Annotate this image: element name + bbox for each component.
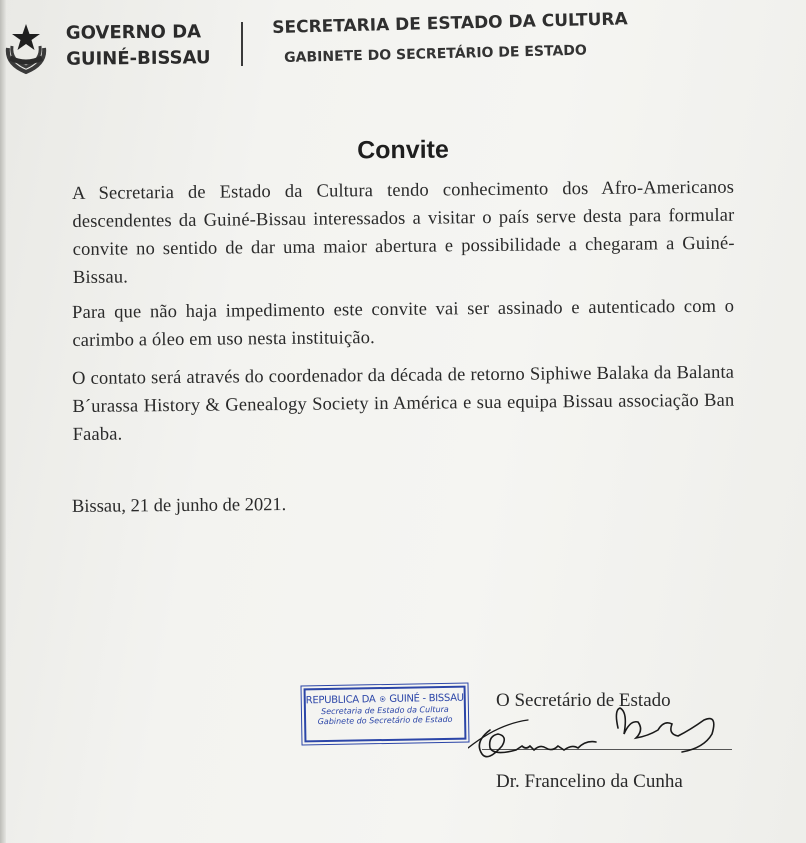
handwritten-signature (468, 690, 748, 780)
page-edge-shadow (0, 0, 6, 843)
national-emblem-icon (4, 18, 50, 76)
letter-title: Convite (357, 135, 449, 165)
secretaria-heading: SECRETARIA DE ESTADO DA CULTURA (272, 9, 628, 38)
stamp-line-2: Gabinete do Secretário de Estado (317, 714, 453, 727)
stamp-left-text: REPUBLICA DA (305, 693, 376, 706)
header-divider (241, 22, 243, 66)
signer-role: O Secretário de Estado (496, 690, 671, 711)
government-name (66, 19, 211, 73)
paragraph-2: Para que não haja impedimento este convite vai ser assinado e autenticado com o carimbo a óleo em uso nesta instituição. (72, 296, 735, 351)
gabinete-subheading: GABINETE DO SECRETÁRIO DE ESTADO (284, 42, 588, 66)
government-line-2: GUINÉ-BISSAU (66, 47, 211, 70)
paragraph-3: O contato será através do coordenador da década de retorno Siphiwe Balaka da Balanta B´urassa History & Genealogy Society in América e sua equipa Bissau associação Ban Faaba. (72, 362, 735, 445)
official-stamp (304, 686, 467, 743)
stamp-line-1: Secretaria de Estado da Cultura (320, 704, 449, 717)
paragraph-1: A Secretaria de Estado da Cultura tendo conhecimento dos Afro-Americanos descendentes da Guiné-Bissau interessados a visitar o país serve desta para formular convite no sentido de dar uma maior abertura e possibilidade a chegaram a Guiné-Bissau. (72, 177, 735, 288)
signer-name: Dr. Francelino da Cunha (496, 771, 683, 792)
stamp-seal-icon (379, 692, 385, 706)
government-line-1: GOVERNO DA (65, 21, 202, 44)
stamp-right-text: GUINÉ - BISSAU (389, 692, 464, 705)
letter-date: Bissau, 21 de junho de 2021. (71, 495, 287, 517)
